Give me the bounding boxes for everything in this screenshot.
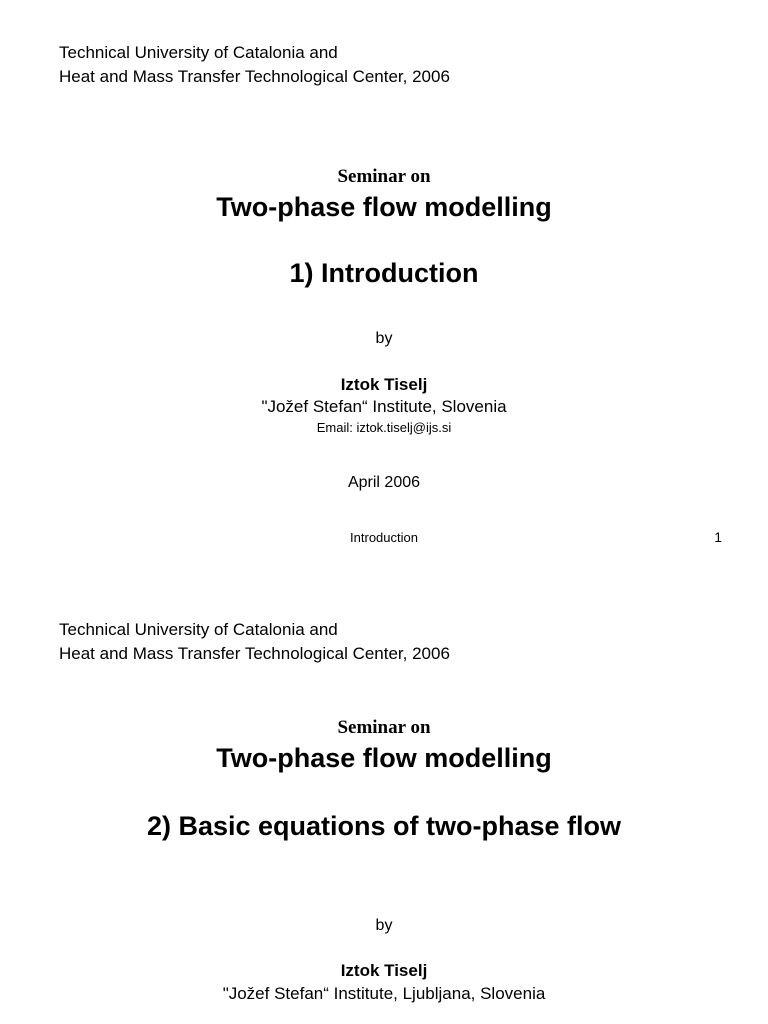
seminar-label: Seminar on	[337, 717, 431, 738]
slide-subtitle: 2) Basic equations of two-phase flow	[146, 811, 622, 841]
slide-subtitle: 1) Introduction	[289, 258, 479, 288]
institution-line-1: Technical University of Catalonia and	[59, 43, 338, 62]
author-email: Email: iztok.tiselj@ijs.si	[316, 420, 452, 435]
author-affiliation: "Jožef Stefan“ Institute, Slovenia	[261, 397, 507, 416]
by-label: by	[375, 917, 393, 934]
author-name: Iztok Tiselj	[340, 961, 428, 980]
seminar-label: Seminar on	[337, 166, 431, 187]
institution-line-2: Heat and Mass Transfer Technological Center, 2006	[59, 644, 450, 663]
author-name: Iztok Tiselj	[340, 375, 428, 394]
page-number: 1	[714, 529, 722, 545]
institution-line-2: Heat and Mass Transfer Technological Center, 2006	[59, 67, 450, 86]
author-affiliation: "Jožef Stefan“ Institute, Ljubljana, Slovenia	[222, 984, 546, 1003]
slide-title: Two-phase flow modelling	[216, 192, 552, 222]
slide-title: Two-phase flow modelling	[216, 743, 552, 773]
by-label: by	[375, 330, 393, 347]
presentation-date: April 2006	[347, 474, 421, 491]
institution-line-1: Technical University of Catalonia and	[59, 620, 338, 639]
footer-section-label: Introduction	[350, 530, 418, 545]
